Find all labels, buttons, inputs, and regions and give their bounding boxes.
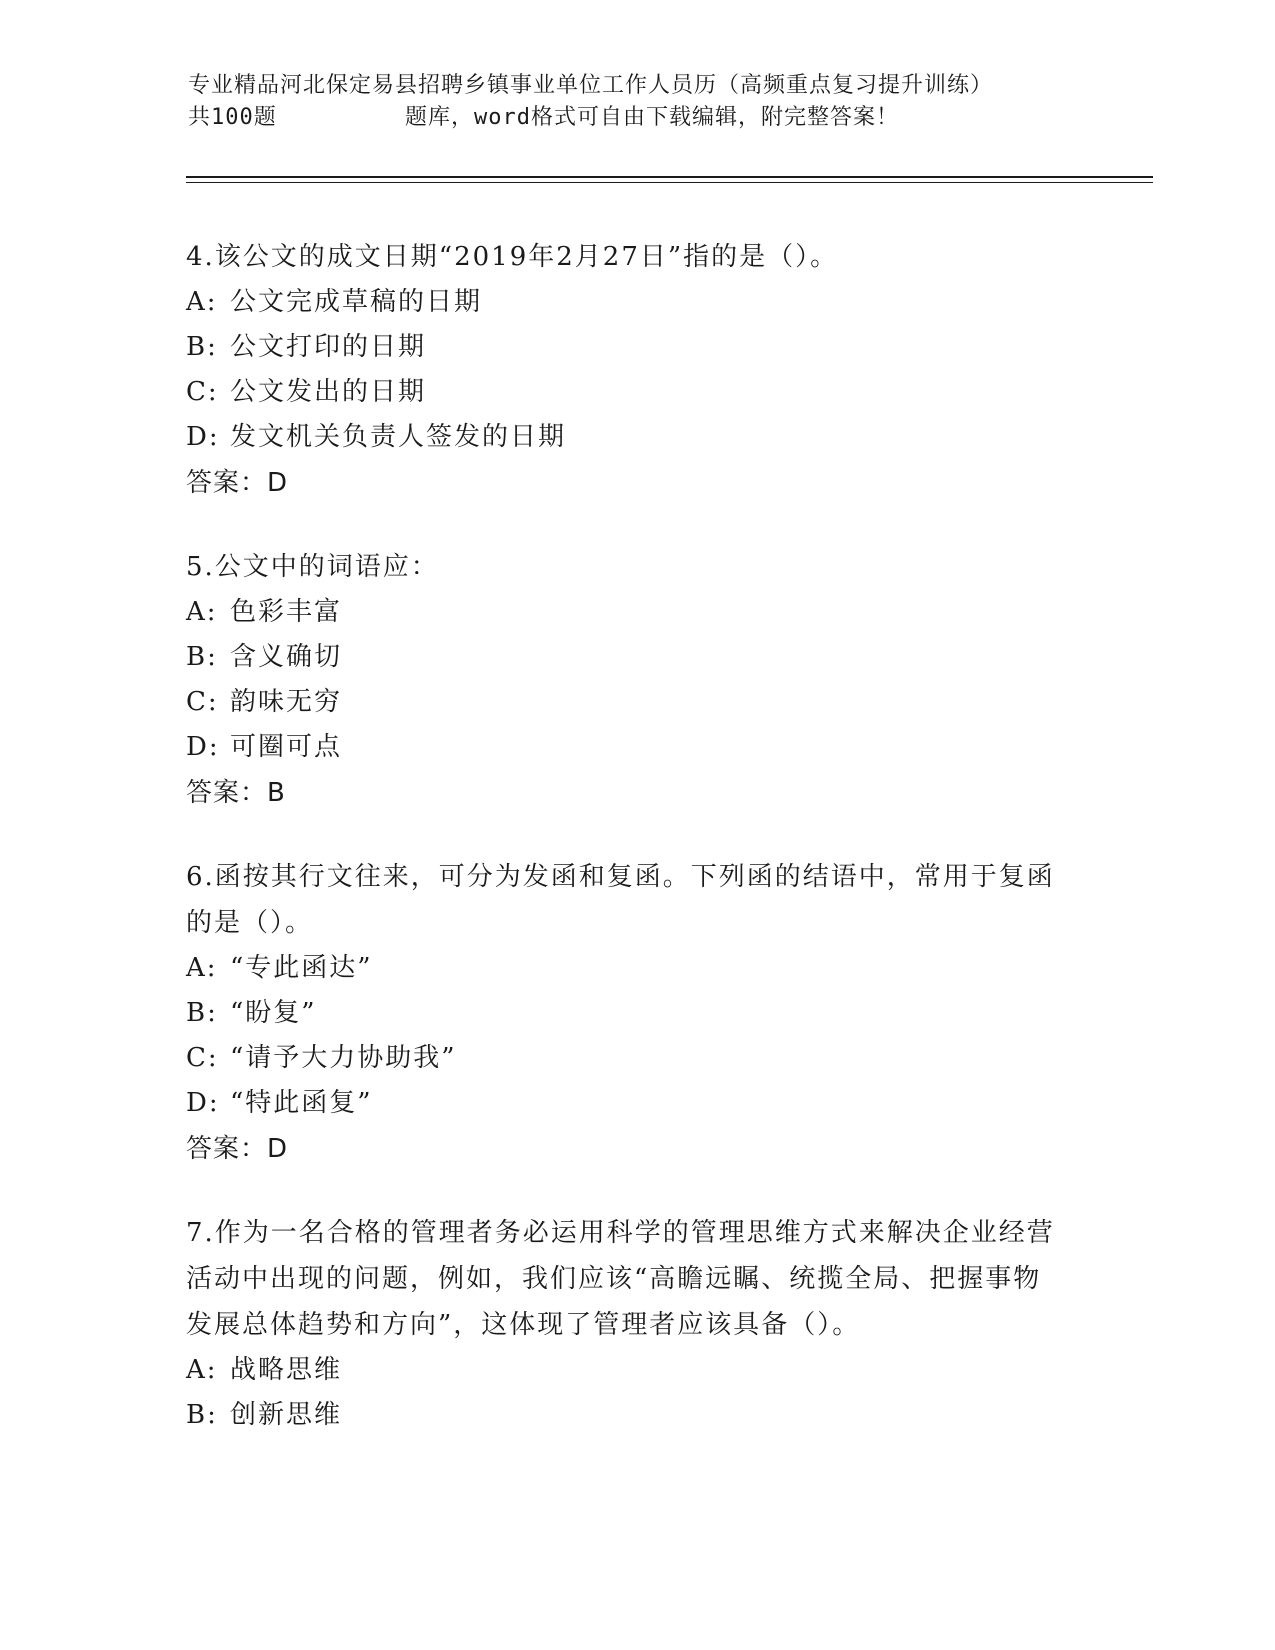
option-text: “专此函达”: [230, 953, 373, 983]
option-b: [186, 635, 1066, 680]
option-key: D:: [186, 422, 220, 452]
header-question-count: 共100题: [188, 105, 277, 130]
option-key: A:: [186, 597, 218, 627]
option-text: 发文机关负责人签发的日期: [230, 422, 567, 452]
question-6: [186, 854, 1066, 1172]
question-4: [186, 234, 1066, 506]
header-divider-bottom: [186, 182, 1153, 183]
option-text: 战略思维: [230, 1355, 343, 1385]
question-7: [186, 1210, 1066, 1438]
option-a: [186, 280, 1066, 325]
option-key: B:: [186, 332, 218, 362]
option-c: [186, 680, 1066, 725]
option-c: [186, 370, 1066, 415]
answer-line: 答案：D: [186, 468, 289, 498]
option-key: A:: [186, 953, 218, 983]
option-a: [186, 590, 1066, 635]
option-text: 可圈可点: [230, 732, 343, 762]
option-text: “请予大力协助我”: [230, 1043, 457, 1073]
option-key: D:: [186, 732, 220, 762]
header-description: 题库，word格式可自由下载编辑，附完整答案！: [404, 105, 899, 130]
option-c: [186, 1036, 1066, 1081]
option-key: D:: [186, 1088, 220, 1118]
option-key: A:: [186, 287, 218, 317]
option-text: 公文打印的日期: [230, 332, 427, 362]
option-a: [186, 1348, 1066, 1393]
option-text: 含义确切: [230, 642, 343, 672]
option-key: C:: [186, 1043, 219, 1073]
option-key: C:: [186, 377, 219, 407]
option-b: [186, 991, 1066, 1036]
question-text: 7.作为一名合格的管理者务必运用科学的管理思维方式来解决企业经营活动中出现的问题，例如，我们应该“高瞻远瞩、统揽全局、把握事物发展总体趋势和方向”，这体现了管理者应该具备（）。: [186, 1218, 1055, 1340]
question-text: 5.公文中的词语应：: [186, 552, 439, 582]
option-d: [186, 725, 1066, 770]
option-text: “特此函复”: [230, 1088, 373, 1118]
question-text: 4.该公文的成文日期“2019年2月27日”指的是（）。: [186, 242, 839, 272]
option-key: B:: [186, 998, 218, 1028]
option-text: 色彩丰富: [230, 597, 343, 627]
option-text: 公文发出的日期: [230, 377, 427, 407]
option-text: 公文完成草稿的日期: [230, 287, 483, 317]
option-text: “盼复”: [230, 998, 317, 1028]
option-key: B:: [186, 642, 218, 672]
header-title: 专业精品河北保定易县招聘乡镇事业单位工作人员历（高频重点复习提升训练）: [188, 73, 994, 98]
header-divider-top: [186, 176, 1153, 178]
document-header: [188, 70, 1088, 134]
option-d: [186, 415, 1066, 460]
answer-line: 答案：B: [186, 778, 286, 808]
option-key: C:: [186, 687, 219, 717]
option-key: B:: [186, 1400, 218, 1430]
header-subtitle: [188, 102, 1088, 134]
answer-line: 答案：D: [186, 1134, 289, 1164]
option-b: [186, 1393, 1066, 1438]
option-b: [186, 325, 1066, 370]
option-a: [186, 946, 1066, 991]
option-key: A:: [186, 1355, 218, 1385]
question-text: 6.函按其行文往来，可分为发函和复函。下列函的结语中，常用于复函的是（）。: [186, 862, 1055, 938]
option-text: 创新思维: [230, 1400, 343, 1430]
question-list: [186, 234, 1066, 1476]
option-text: 韵味无穷: [230, 687, 343, 717]
option-d: [186, 1081, 1066, 1126]
question-5: [186, 544, 1066, 816]
